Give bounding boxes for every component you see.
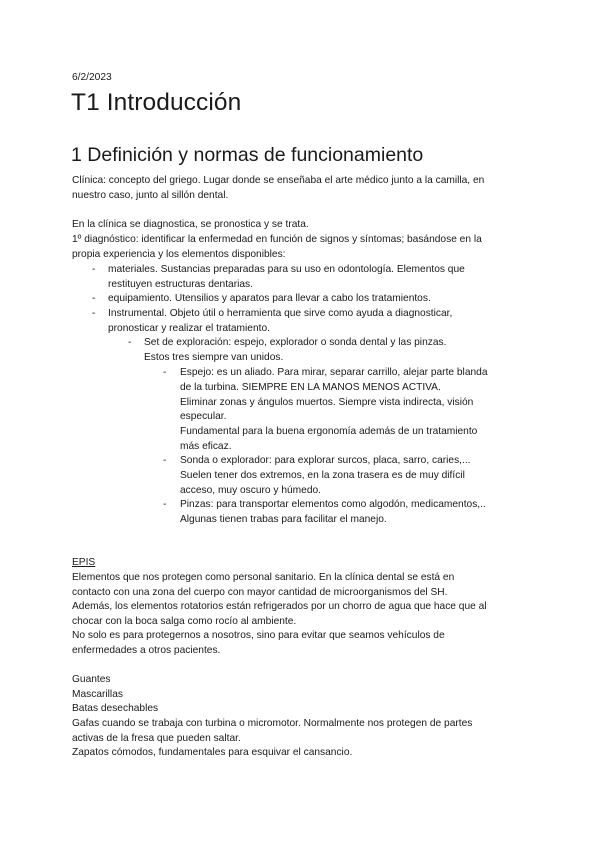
diagnostico-definition-line-2: propia experiencia y los elementos disponibles:: [72, 249, 286, 260]
list-item-materiales-line-1: materiales. Sustancias preparadas para su uso en odontología. Elementos que: [108, 264, 465, 275]
list-item-espejo-line-4: especular.: [180, 411, 227, 422]
epis-list-gafas-line-2: activas de la fresa que pueden saltar.: [72, 733, 241, 744]
bullet-dash: -: [128, 337, 132, 348]
list-item-instrumental-line-1: Instrumental. Objeto útil o herramienta que sirve como ayuda a diagnosticar,: [108, 308, 453, 319]
list-item-set-line-2: Estos tres siempre van unidos.: [144, 352, 284, 363]
list-item-espejo-line-3: Eliminar zonas y ángulos muertos. Siempre vista indirecta, visión: [180, 397, 474, 408]
section-title: 1 Definición y normas de funcionamiento: [71, 144, 424, 166]
epis-list-guantes: Guantes: [72, 674, 111, 685]
diagnostico-definition-line-1: 1º diagnóstico: identificar la enfermedad en función de signos y síntomas; basándose en la: [72, 234, 482, 245]
epis-list-gafas-line-1: Gafas cuando se trabaja con turbina o micromotor. Normalmente nos protegen de partes: [72, 718, 473, 729]
list-item-espejo-line-2: de la turbina. SIEMPRE EN LA MANOS MENOS ACTIVA.: [180, 382, 441, 393]
list-item-sonda-line-1: Sonda o explorador: para explorar surcos, placa, sarro, caries,...: [180, 455, 471, 466]
clinica-definition-line-2: nuestro caso, junto al sillón dental.: [72, 190, 229, 201]
bullet-dash: -: [92, 308, 96, 319]
list-item-equipamiento: equipamiento. Utensilios y aparatos para llevar a cabo los tratamientos.: [108, 293, 431, 304]
epis-text-line-6: enfermedades a otros pacientes.: [72, 645, 221, 656]
epis-list-zapatos: Zapatos cómodos, fundamentales para esquivar el cansancio.: [72, 747, 353, 758]
epis-list-batas: Batas desechables: [72, 703, 159, 714]
epis-text-line-2: contacto con una zona del cuerpo con mayor cantidad de microorganismos del SH.: [72, 587, 448, 598]
bullet-dash: -: [163, 499, 167, 510]
list-item-sonda-line-2: Suelen tener dos extremos, en la zona trasera es de muy difícil: [180, 470, 465, 481]
list-item-espejo-line-5: Fundamental para la buena ergonomía además de un tratamiento: [180, 426, 478, 437]
bullet-dash: -: [163, 367, 167, 378]
epis-list-mascarillas: Mascarillas: [72, 689, 123, 700]
list-item-espejo-line-6: más eficaz.: [180, 441, 232, 452]
list-item-materiales-line-2: restituyen estructuras dentarias.: [108, 279, 253, 290]
bullet-dash: -: [163, 455, 167, 466]
epis-text-line-4: chocar con la boca salga como rocío al ambiente.: [72, 616, 297, 627]
bullet-dash: -: [92, 264, 96, 275]
epis-heading: EPIS: [72, 557, 96, 568]
list-item-pinzas-line-1: Pinzas: para transportar elementos como algodón, medicamentos,..: [180, 499, 486, 510]
list-item-sonda-line-3: acceso, muy oscuro y húmedo.: [180, 485, 321, 496]
list-item-pinzas-line-2: Algunas tienen trabas para facilitar el manejo.: [180, 514, 387, 525]
diagnostica-line: En la clínica se diagnostica, se pronostica y se trata.: [72, 219, 309, 230]
epis-text-line-1: Elementos que nos protegen como personal sanitario. En la clínica dental se está en: [72, 572, 455, 583]
document-date: 6/2/2023: [72, 72, 112, 83]
list-item-instrumental-line-2: pronosticar y realizar el tratamiento.: [108, 323, 270, 334]
bullet-dash: -: [92, 293, 96, 304]
clinica-definition-line-1: Clínica: concepto del griego. Lugar donde se enseñaba el arte médico junto a la camilla, en: [72, 175, 485, 186]
list-item-set-line-1: Set de exploración: espejo, explorador o sonda dental y las pinzas.: [144, 337, 447, 348]
document-title: T1 Introducción: [71, 89, 242, 116]
epis-text-line-3: Además, los elementos rotatorios están refrigerados por un chorro de agua que hace que al: [72, 601, 487, 612]
list-item-espejo-line-1: Espejo: es un aliado. Para mirar, separar carrillo, alejar parte blanda: [180, 367, 488, 378]
epis-text-line-5: No solo es para protegernos a nosotros, sino para evitar que seamos vehículos de: [72, 630, 445, 641]
